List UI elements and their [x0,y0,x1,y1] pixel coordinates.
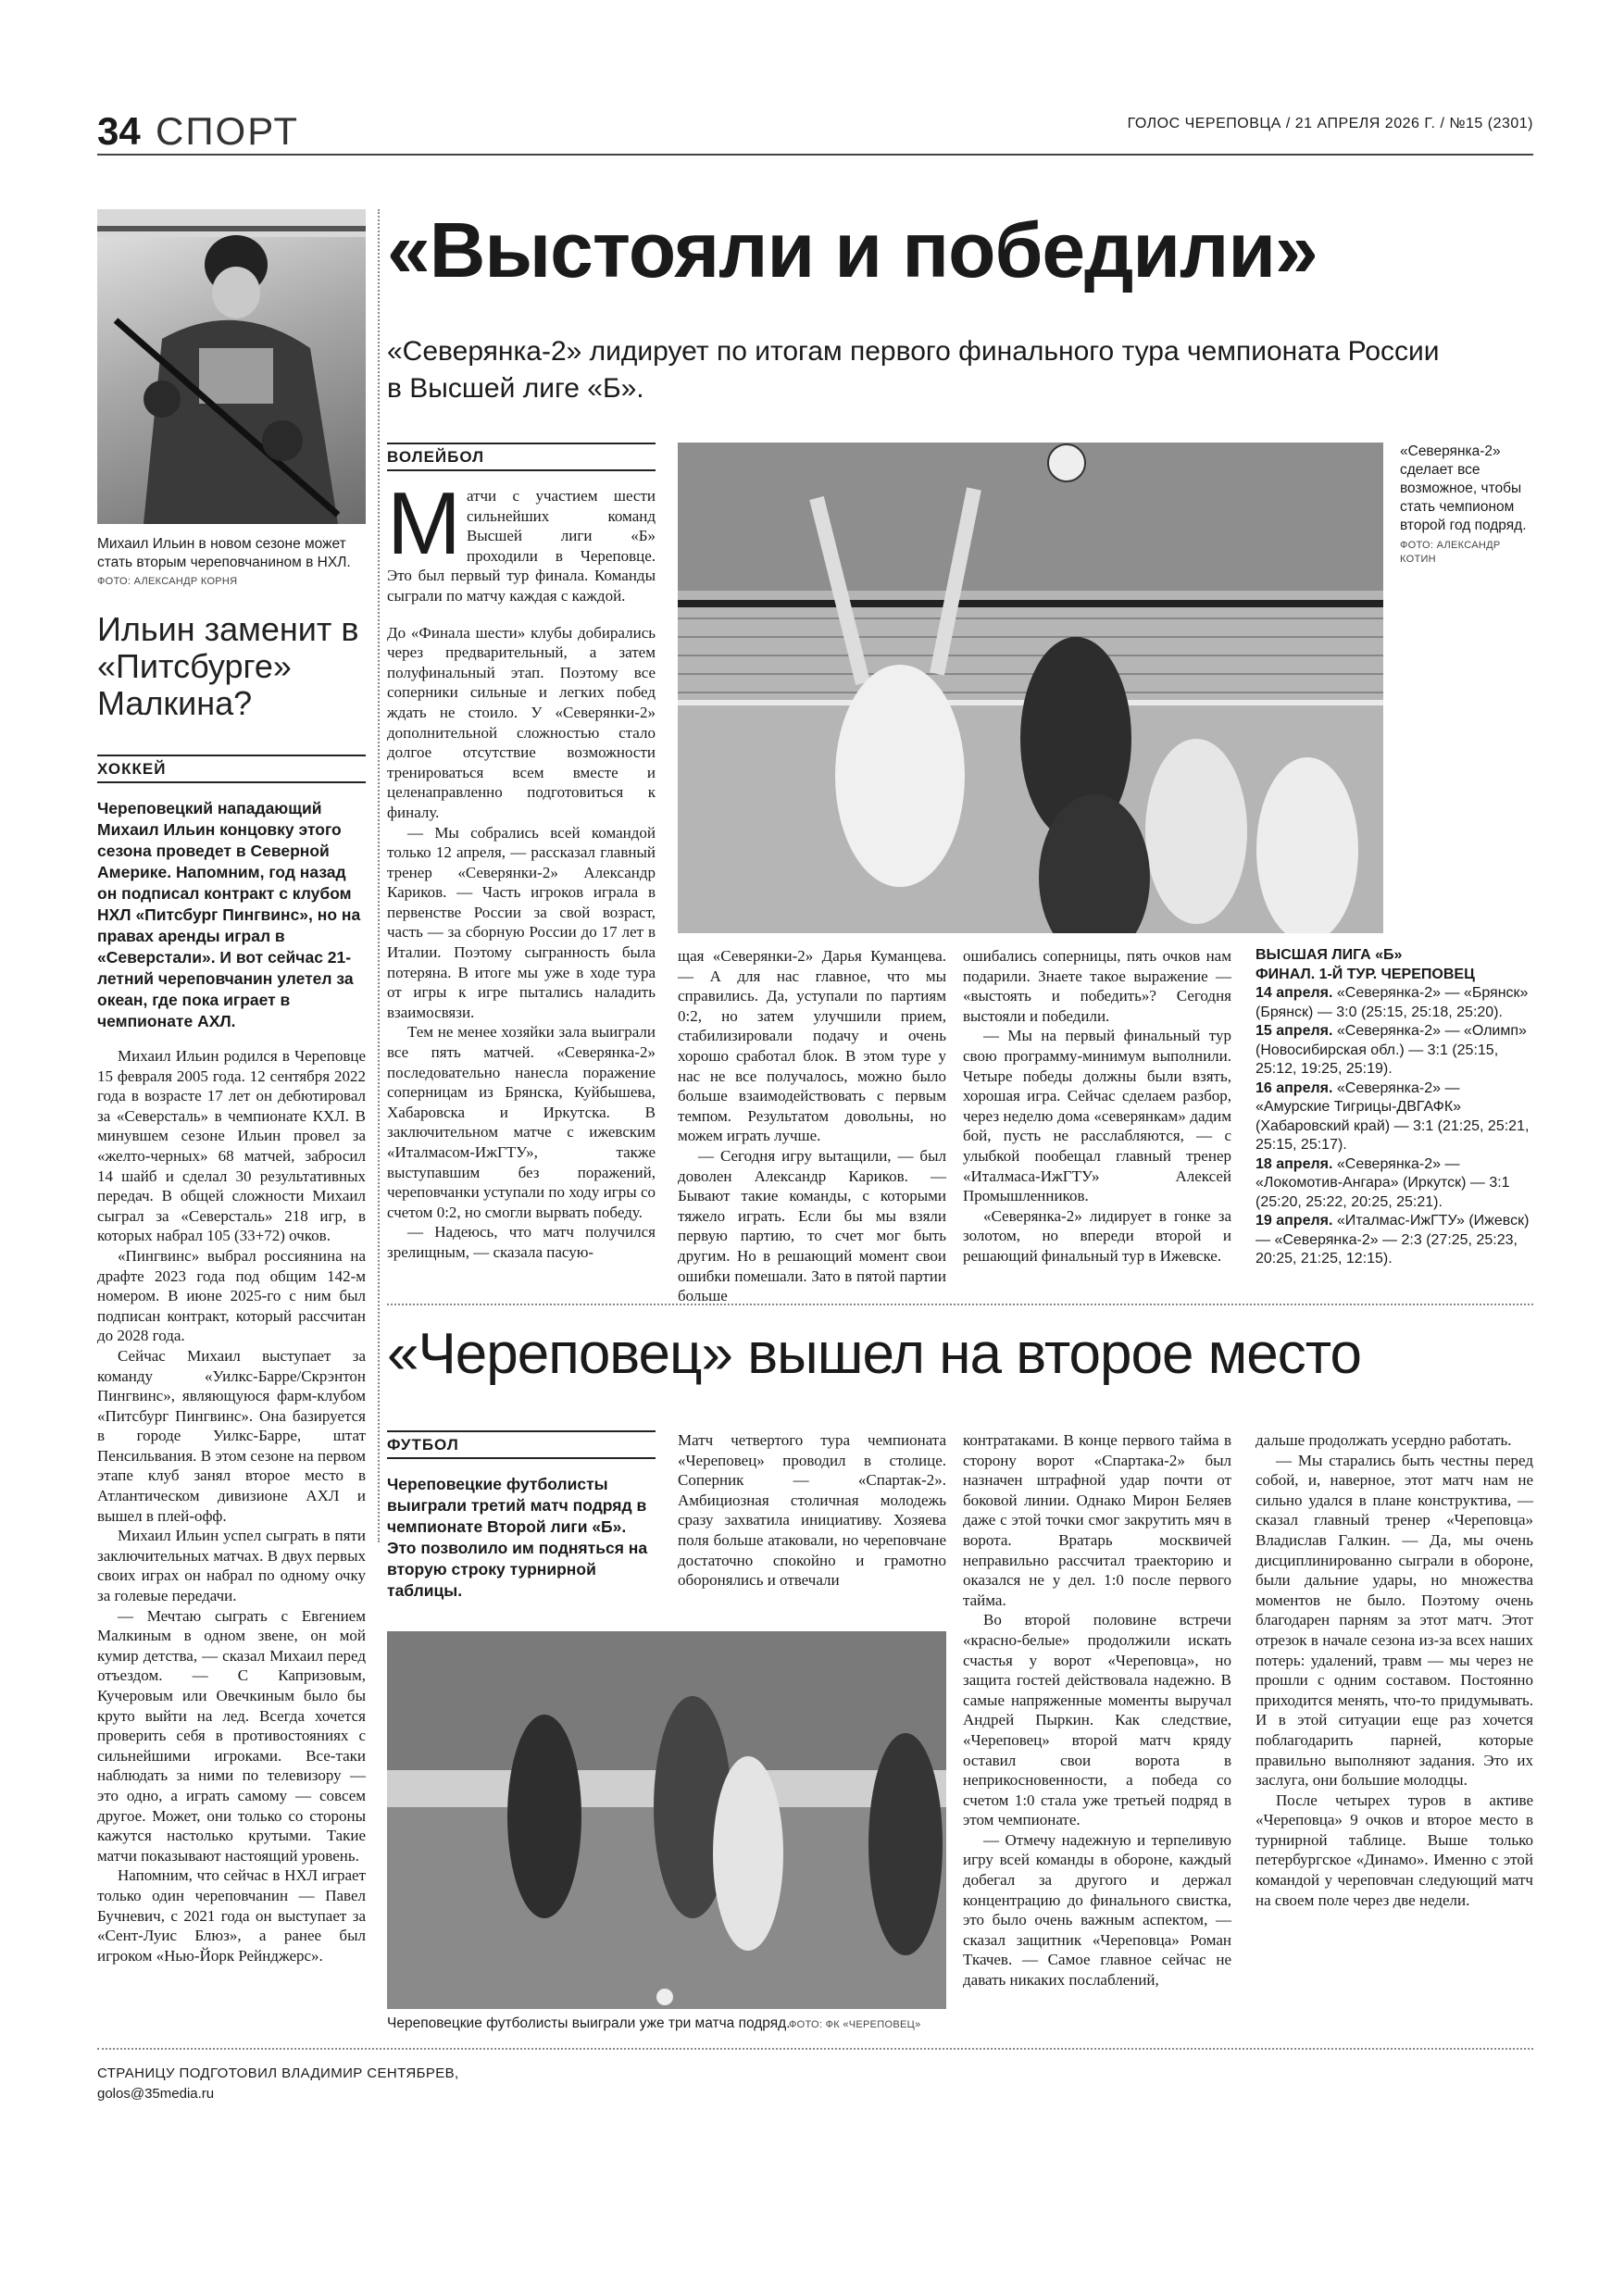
hockey-lead: Череповецкий нападающий Михаил Ильин концовку этого сезона проведет в Северной Америке. Напомним, год назад он подписал контракт с клубом НХЛ «Питсбург Пингвинс», но на правах аренды играл в «Северстали». И вот сейчас 21-летний череповчанин улетел за океан, где пока играет в чемпионате АХЛ. [97,799,361,1030]
volleyball-first-paragraph: атчи с участием шести сильнейших команд Высшей лиги «Б» проходили в Череповце. Это был первый тур финала. Команды сыграли по матчу каждая с каждой. [387,487,656,605]
football-paragraph: — Отмечу надежную и терпеливую игру всей команды в обороне, каждый добегал за другого и держал концентрацию до финального свистка, это было очень важным аспектом, — сказал защитник «Череповца» Роман Ткачев. — Самое главное сейчас не давать никаких послаблений, [963,1830,1231,1990]
hockey-player-photo [97,209,366,524]
volleyball-paragraph: — Мы собрались всей командой только 12 апреля, — рассказал главный тренер «Северянки-2» Александр Кариков. — Часть игроков играла в первенстве России за свой возраст, часть — за сборную России до 17 лет в Италии. Поэтому сыгранность была потеряна. В итоге мы уже в ходе тура от игры к игре пытались наладить взаимосвязи. [387,823,656,1021]
football-paragraph: Матч четвертого тура чемпионата «Череповец» проводил в столице. Соперник — «Спартак-2». Амбициозная столичная молодежь сразу захватила инициативу. Хозяева поля больше атаковали, но череповчане достаточно спокойно и грамотно оборонялись и отвечали [678,1431,946,1590]
football-column-3 [963,1430,1231,1990]
volleyball-paragraph: — Мы на первый финальный тур свою программу-минимум выполнили. Четыре победы должны были взять, хорошая игра. Сейчас сделаем разбор, через неделю дома «северянкам» дадим бой, пусть не расслабляются, — с улыбкой пообещал главный тренер «Италмаса-ИжГТУ» Алексей Промышленников. [963,1027,1231,1205]
volleyball-column-3 [963,946,1231,1267]
hockey-paragraph: «Пингвинс» выбрал россиянина на драфте 2023 года под общим 142-м номером. В июне 2025-го с ним был подписан контракт, который рассчитан до 2028 года. [97,1246,366,1345]
volleyball-paragraph: До «Финала шести» клубы добирались через предварительный, а затем полуфинальный этап. Поэтому все соперники сильные и легких побед ждать не стоило. У «Северянки-2» дополнительной сложностью стало долгое отсутствие возможности тренироваться всем вместе и целенаправленно подготовиться к финалу. [387,623,656,821]
volleyball-paragraph: щая «Северянки-2» Дарья Куманцева. — А для нас главное, что мы справились. Да, уступали по партиям 0:2, но затем улучшили прием, стабилизировали подачу и очень хорошо сработал блок. В этом туре у нас не все получалось, можно было больше взаимодействовать с первым темпом. Результатом довольны, но можем играть лучше. [678,947,946,1145]
sidebar-divider [378,209,380,1542]
volleyball-headline: «Выстояли и победили» [387,206,1318,293]
football-lead: Череповецкие футболисты выиграли третий матч подряд в чемпионате Второй лиги «Б». Это позволило им подняться на вторую строку турнирной таблицы. [387,1475,648,1600]
volleyball-paragraph: — Сегодня игру вытащили, — был доволен Александр Кариков. — Бывают такие команды, с которыми тяжело играть. Если бы мы взяли первую партию, то счет мог быть другим. Но в решающий момент свои ошибки помешали. Зато в пятой партии больше [678,1146,946,1305]
volleyball-column-1 [387,474,656,1263]
result-item: 15 апреля. «Северянка-2» — «Олимп» (Новосибирская обл.) — 3:1 (25:15, 25:12, 19:25, 25:19). [1255,1023,1527,1077]
results-subtitle: ФИНАЛ. 1-Й ТУР. ЧЕРЕПОВЕЦ [1255,966,1475,982]
footer-credit: СТРАНИЦУ ПОДГОТОВИЛ ВЛАДИМИР СЕНТЯБРЕВ, [97,2065,459,2081]
volleyball-column-2 [678,946,946,1306]
volleyball-paragraph: — Надеюсь, что матч получился зрелищным, — сказала пасую- [387,1223,656,1261]
volleyball-paragraph: Тем не менее хозяйки зала выиграли все пять матчей. «Северянка-2» последовательно нанесла поражение соперницам из Брянска, Куйбышева, Хабаровска и Иркутска. В заключительном матче с ижевским «Италмасом-ИжГТУ», также выступавшим без поражений, череповчанки уступали по ходу игры со счетом 0:2, но смогли вырвать победу. [387,1023,656,1221]
header-rule [97,154,1533,156]
football-headline: «Череповец» вышел на второе место [387,1322,1361,1386]
football-column-2 [678,1430,946,1591]
volleyball-paragraph: «Северянка-2» лидирует в гонке за золотом, но впереди второй и решающий финальный тур в Ижевске. [963,1206,1231,1265]
football-paragraph: дальше продолжать усердно работать. [1255,1431,1512,1449]
volleyball-photo-caption: «Северянка-2» сделает все возможное, чтобы стать чемпионом второй год подряд. [1400,443,1527,533]
result-item: 16 апреля. «Северянка-2» — «Амурские Тигрицы-ДВГАФК» (Хабаровский край) — 3:1 (21:25, 25:21, 25:15, 25:17). [1255,1079,1530,1153]
result-item: 19 апреля. «Италмас-ИжГТУ» (Ижевск) — «Северянка-2» — 2:3 (27:25, 25:23, 20:25, 21:25, 12:15). [1255,1213,1530,1267]
football-photo-caption: Череповецкие футболисты выиграли уже три матча подряд. [387,2015,791,2031]
results-title: ВЫСШАЯ ЛИГА «Б» [1255,947,1403,963]
volleyball-results-box [1255,946,1533,1269]
section-title: СПОРТ [156,109,299,153]
footer-rule [97,2048,1533,2050]
football-label: ФУТБОЛ [387,1430,656,1459]
footer-email[interactable]: golos@35media.ru [97,2086,215,2102]
hockey-photo-credit: ФОТО: АЛЕКСАНДР КОРНЯ [97,576,238,587]
hockey-photo-caption: Михаил Ильин в новом сезоне может стать вторым череповчанином в НХЛ. [97,536,351,570]
volleyball-paragraph: ошибались соперницы, пять очков нам подарили. Знаете такое выражение — «выстоять и победить»? Сегодня выстояли и победили. [963,947,1231,1025]
hockey-paragraph: Михаил Ильин успел сыграть в пяти заключительных матчах. В двух первых своих играх он набрал по одному очку за голевые передачи. [97,1527,366,1605]
hockey-paragraph: Напомним, что сейчас в НХЛ играет только один череповчанин — Павел Бучневич, с 2021 года он выступает за «Сент-Луис Блюз», а ранее был игроком «Нью-Йорк Рейнджерс». [97,1866,366,1965]
volleyball-photo [678,443,1383,933]
hockey-paragraph: Михаил Ильин родился в Череповце 15 февраля 2005 года. 12 сентября 2022 года в возрасте 17 лет он дебютировал за «Северсталь» в чемпионате КХЛ. В минувшем сезоне Ильин провел за «желто-черных» 68 матчей, забросил 14 шайб и сделал 30 результативных передач. В общей сложности Михаил сыграл за «Северсталь» 218 игр, в которых набрал 105 (33+72) очков. [97,1047,366,1245]
volleyball-label: ВОЛЕЙБОЛ [387,443,656,471]
football-paragraph: После четырех туров в активе «Череповца» 9 очков и второе место в турнирной таблице. Выше только петербургское «Динамо». Именно с этой командой у череповчан следующий матч на своем поле через две недели. [1255,1791,1533,1909]
result-item: 14 апреля. «Северянка-2» — «Брянск» (Брянск) — 3:0 (25:15, 25:18, 25:20). [1255,985,1529,1020]
hockey-article-body [97,1046,366,1965]
hockey-headline: Ильин заменит в «Питсбурге» Малкина? [97,610,359,722]
football-photo [387,1631,946,2009]
football-paragraph: контратаками. В конце первого тайма в сторону ворот «Спартака-2» был назначен штрафной удар почти от боковой линии. Однако Мирон Беляев даже с этой точки смог закрутить мяч в ворота. Вратарь москвичей неправильно рассчитал траекторию и оказался не у дел. 1:0 после первого тайма. [963,1431,1231,1609]
football-column-4 [1255,1430,1533,1910]
section-divider [387,1304,1533,1305]
football-photo-credit: ФОТО: ФК «ЧЕРЕПОВЕЦ» [789,2019,921,2030]
volleyball-dropcap: М [387,474,461,573]
hockey-paragraph: — Мечтаю сыграть с Евгением Малкиным в одном звене, он мой кумир детства, — сказал Михаил перед отъездом. — С Капризовым, Кучеровым или Овечкиным было бы круто выйти на лед. Всегда хочется проверить себя в противостояниях с сильнейшими игроками. Все-таки наблюдать за ними по телевизору — это одно, а играть самому — совсем другое. Может, они только со стороны кажутся настолько крутыми. Такие матчи показывают настоящий уровень. [97,1606,366,1865]
hockey-paragraph: Сейчас Михаил выступает за команду «Уилкс-Барре/Скрэнтон Пингвинс», являющуюся фарм-клубом «Питсбург Пингвинс». Она базируется в городе Уилкс-Барре, штат Пенсильвания. В этом сезоне на первом этапе клуб занял второе место в Атлантическом дивизионе АХЛ и вышел в плей-офф. [97,1346,366,1525]
masthead: ГОЛОС ЧЕРЕПОВЦА / 21 АПРЕЛЯ 2026 Г. / №15 (2301) [1127,116,1533,131]
football-paragraph: — Мы старались быть честны перед собой, и, наверное, этот матч нам не сильно удался в плане конструктива, — сказал главный тренер «Череповца» Владислав Галкин. — Да, мы очень дисциплинированно сыграли в обороне, были дальние удары, но множества моментов не было. Поэтому очень благодарен парням за этот матч. Этот отрезок в начале сезона из-за всех наших потерь: удалений, травм — мы через не прошли с одним составом. Постоянно приходится менять, что-то придумывать. И в этой ситуации еще раз хочется поблагодарить парней, которые правильно выполняют задания. Это их заслуга, они большие молодцы. [1255,1451,1533,1790]
volleyball-subhead: «Северянка-2» лидирует по итогам первого финального тура чемпионата России в Высшей лиге «Б». [387,336,1440,404]
hockey-label: ХОККЕЙ [97,755,366,783]
football-paragraph: Во второй половине встречи «красно-белые» продолжили искать счастья у ворот «Череповца», но защита гостей действовала надежно. В самые напряженные моменты выручал Андрей Пыркин. Как следствие, «Череповец» второй матч кряду оставил свои ворота в неприкосновенности, а победа со счетом 1:0 стала уже третьей подряд в этом чемпионате. [963,1611,1231,1829]
volleyball-photo-credit: ФОТО: АЛЕКСАНДР КОТИН [1400,540,1501,565]
page-number: 34 [97,109,141,153]
result-item: 18 апреля. «Северянка-2» — «Локомотив-Ангара» (Иркутск) — 3:1 (25:20, 25:22, 20:25, 25:21). [1255,1155,1510,1210]
